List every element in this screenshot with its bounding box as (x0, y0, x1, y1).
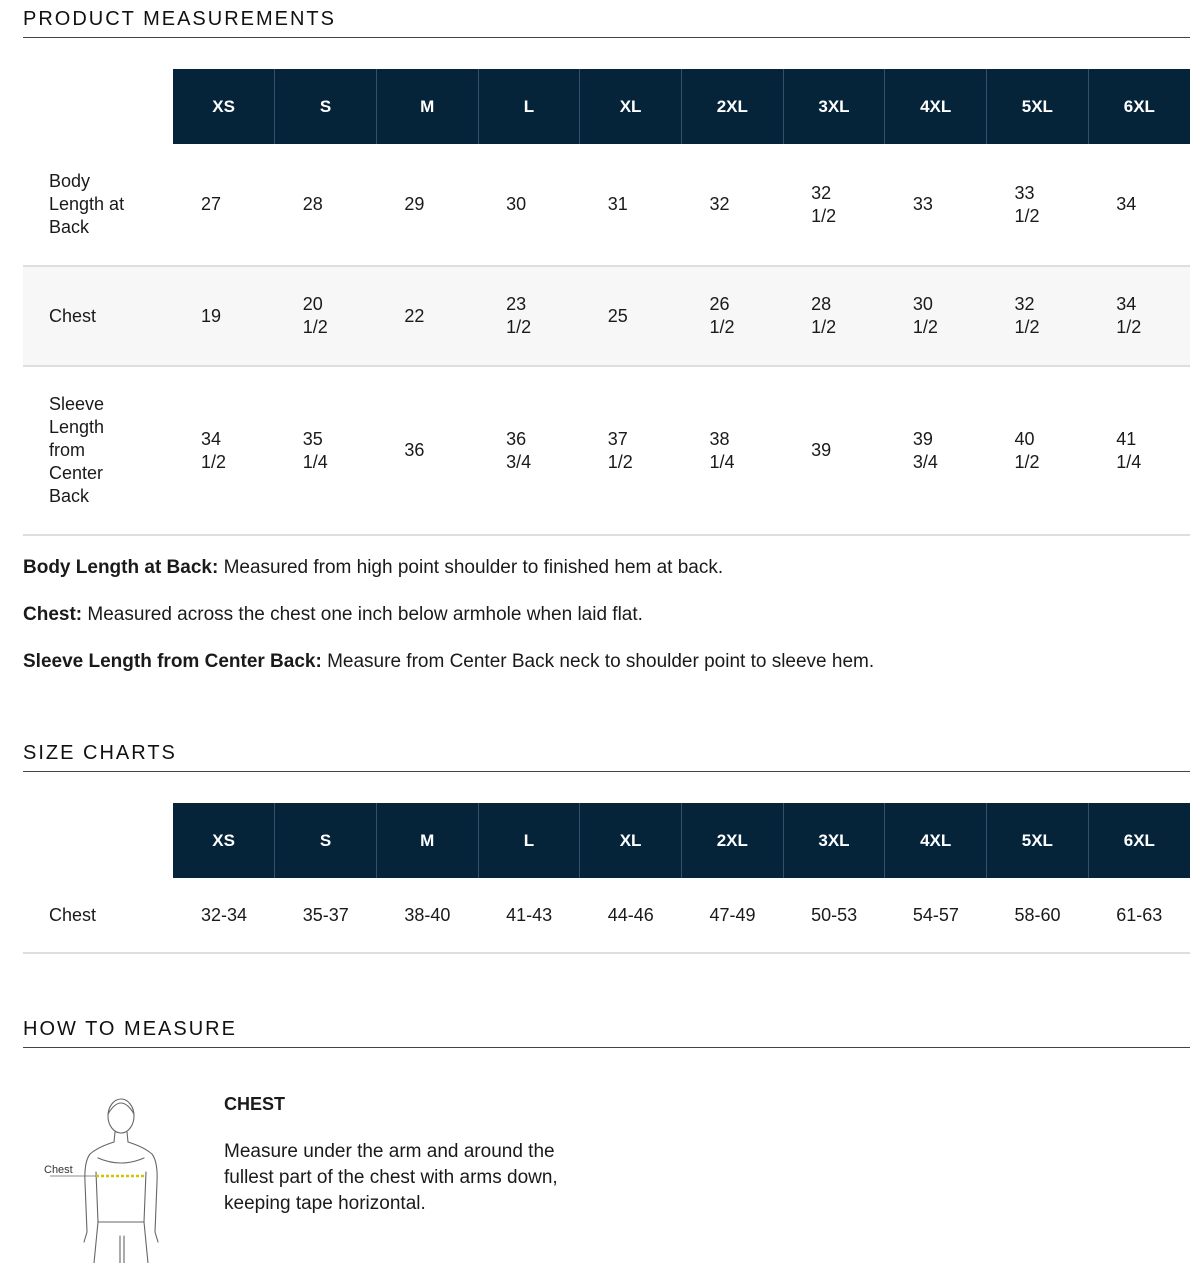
size-header: 4XL (885, 69, 987, 144)
row-label: Chest (23, 266, 173, 366)
size-header: M (376, 69, 478, 144)
note-sleeve-length (23, 650, 1183, 673)
size-header: L (478, 803, 580, 878)
table-row-sleeve-length (23, 366, 1190, 535)
measure-cell: 23 1/2 (478, 266, 580, 366)
measure-cell: 28 (275, 144, 377, 266)
measure-cell: 32 1/2 (783, 144, 885, 266)
measure-cell: 25 (580, 266, 682, 366)
size-range-cell: 41-43 (478, 878, 580, 953)
size-header: 3XL (783, 69, 885, 144)
note-body-length (23, 556, 1183, 579)
size-charts-table (23, 803, 1190, 954)
row-label: Chest (23, 878, 173, 953)
note-text: Measured from high point shoulder to finished hem at back. (218, 557, 724, 578)
size-header: 6XL (1088, 69, 1190, 144)
measure-cell: 32 1/2 (987, 266, 1089, 366)
size-header-row (23, 803, 1190, 878)
note-term: Sleeve Length from Center Back: (23, 651, 322, 672)
size-header: S (275, 69, 377, 144)
header-blank-cell (23, 69, 173, 144)
measure-cell: 34 (1088, 144, 1190, 266)
size-header: 5XL (987, 69, 1089, 144)
note-text: Measured across the chest one inch below armhole when laid flat. (82, 604, 643, 625)
measure-cell: 33 1/2 (987, 144, 1089, 266)
measure-cell: 37 1/2 (580, 366, 682, 535)
measure-cell: 32 (681, 144, 783, 266)
measure-cell: 34 1/2 (1088, 266, 1190, 366)
row-label: Sleeve Length from Center Back (23, 366, 173, 535)
size-header: 2XL (681, 803, 783, 878)
measure-cell: 27 (173, 144, 275, 266)
size-range-cell: 35-37 (275, 878, 377, 953)
note-chest (23, 603, 1183, 626)
measure-cell: 39 (783, 366, 885, 535)
measure-cell: 40 1/2 (987, 366, 1089, 535)
measure-cell: 31 (580, 144, 682, 266)
figure-chest-label: Chest (44, 1164, 73, 1176)
size-header: S (275, 803, 377, 878)
size-range-cell: 47-49 (681, 878, 783, 953)
measure-cell: 38 1/4 (681, 366, 783, 535)
measure-cell: 26 1/2 (681, 266, 783, 366)
size-header: 3XL (783, 803, 885, 878)
table-row-chest (23, 266, 1190, 366)
size-header: 2XL (681, 69, 783, 144)
measure-cell: 19 (173, 266, 275, 366)
size-range-cell: 44-46 (580, 878, 682, 953)
product-measurements-title: PRODUCT MEASUREMENTS (23, 8, 1190, 38)
size-range-cell: 61-63 (1088, 878, 1190, 953)
size-header: 4XL (885, 803, 987, 878)
person-chest-measure-illustration-icon (38, 1092, 178, 1263)
size-header: L (478, 69, 580, 144)
size-charts-title: SIZE CHARTS (23, 742, 1190, 772)
how-to-measure-title: HOW TO MEASURE (23, 1018, 1190, 1048)
measure-cell: 29 (376, 144, 478, 266)
measure-cell: 36 3/4 (478, 366, 580, 535)
note-term: Body Length at Back: (23, 557, 219, 578)
row-label: Body Length at Back (23, 144, 173, 266)
measure-cell: 30 (478, 144, 580, 266)
measure-cell: 41 1/4 (1088, 366, 1190, 535)
measure-cell: 30 1/2 (885, 266, 987, 366)
note-term: Chest: (23, 604, 83, 625)
chest-measure-title: CHEST (224, 1094, 286, 1114)
measure-cell: 22 (376, 266, 478, 366)
size-header: XS (173, 69, 275, 144)
measure-cell: 36 (376, 366, 478, 535)
size-range-cell: 32-34 (173, 878, 275, 953)
size-header: 5XL (987, 803, 1089, 878)
measure-cell: 35 1/4 (275, 366, 377, 535)
table-row-chest-size (23, 878, 1190, 953)
size-header-row (23, 69, 1190, 144)
size-range-cell: 50-53 (783, 878, 885, 953)
measure-cell: 20 1/2 (275, 266, 377, 366)
measurement-notes (23, 556, 1183, 697)
size-header: XL (580, 69, 682, 144)
size-header: M (376, 803, 478, 878)
size-range-cell: 38-40 (376, 878, 478, 953)
measure-cell: 28 1/2 (783, 266, 885, 366)
size-header: XL (580, 803, 682, 878)
size-range-cell: 58-60 (987, 878, 1089, 953)
header-blank-cell (23, 803, 173, 878)
product-measurements-table (23, 69, 1190, 536)
measure-cell: 33 (885, 144, 987, 266)
size-header: 6XL (1088, 803, 1190, 878)
note-text: Measure from Center Back neck to shoulder point to sleeve hem. (321, 651, 875, 672)
chest-measure-description: Measure under the arm and around the fullest part of the chest with arms down, keeping tape horizontal. (224, 1141, 558, 1214)
size-range-cell: 54-57 (885, 878, 987, 953)
size-header: XS (173, 803, 275, 878)
table-row-body-length (23, 144, 1190, 266)
measure-cell: 34 1/2 (173, 366, 275, 535)
measure-cell: 39 3/4 (885, 366, 987, 535)
